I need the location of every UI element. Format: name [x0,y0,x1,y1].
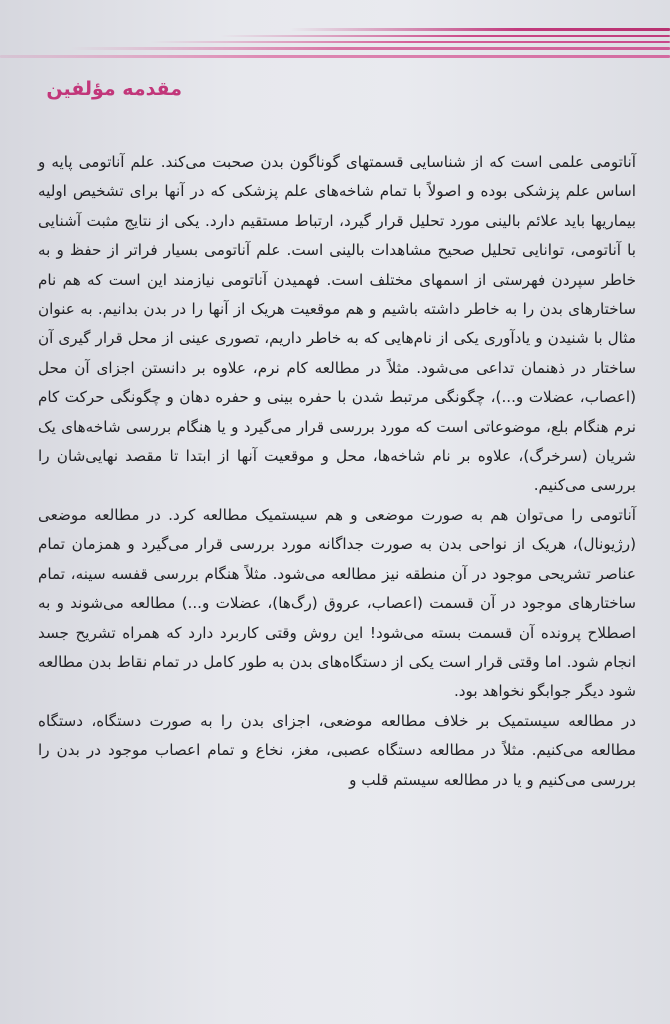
decorative-stripe [290,28,670,31]
paragraph-3: در مطالعه سیستمیک بر خلاف مطالعه موضعی، اجزای بدن را به صورت دستگاه، دستگاه مطالعه می‌کنیم. مثلاً در مطالعه دستگاه عصبی، مغز، نخاع و تمام اعصاب موجود در بدن را بررسی می‌کنیم و یا در مطالعه سیستم قلب و [38,711,636,789]
decorative-stripe [150,41,670,43]
paragraph-2: آناتومی را می‌توان هم به صورت موضعی و هم سیستمیک مطالعه کرد. در مطالعه موضعی (رژیونال)، هریک از نواحی بدن به صورت جداگانه مورد بررسی قرار می‌گیرد و همزمان تمام عناصر تشریحی موجود در آن منطقه نیز مطالعه می‌شود. مثلاً هنگام بررسی قفسه سینه، تمام ساختارهای موجود در آن قسمت (اعصاب، عروق (رگ‌ها)، عضلات و...) مطالعه می‌شوند و به اصطلاح پرونده آن قسمت بسته می‌شود! این روش وقتی کاربرد دارد که همراه تشریح جسد انجام شود. اما وقتی قرار است یکی از دستگاه‌های بدن به طور کامل در تمام نقاط بدن مطالعه شود دیگر جوابگو نخواهد بود. [38,505,636,701]
decorative-stripe [70,47,670,50]
paragraph-1: آناتومی علمی است که از شناسایی قسمتهای گوناگون بدن صحبت می‌کند. علم آناتومی پایه و اساس علم پزشکی بوده و اصولاً با تمام شاخه‌های علم پزشکی که در آنها برای تشخیص اولیه بیماریها باید علائم بالینی مورد تحلیل قرار گیرد، ارتباط مستقیم دارد. یکی از نتایج مثبت آشنایی با آناتومی، توانایی تحلیل صحیح مشاهدات بالینی است. علم آناتومی بسیار فراتر از حفظ و به خاطر سپردن فهرستی از اسمهای مختلف است. فهمیدن آناتومی نیازمند این است که هم نام ساختارهای بدن را به خاطر داشته باشیم و هم موقعیت هریک از آنها را در بدن بدانیم. به عنوان مثال با شنیدن و یادآوری یکی از نام‌هایی که به خاطر داریم، تصوری عینی از محل قرار گیری آن ساختار در ذهنمان تداعی می‌شود. مثلاً در مطالعه کام نرم، علاوه بر دانستن اجزای آن محل (اعصاب، عضلات و...)، چگونگی مرتبط شدن با حفره بینی و حفره دهان و چگونگی حرکت کام نرم هنگام بلع، موضوعاتی است که مورد بررسی قرار می‌گیرد و یا هنگام بررسی شاخه‌های یک شریان (سرخرگ)، علاوه بر نام شاخه‌ها، محل و موقعیت آنها از ابتدا تا مقصد نهایی‌شان را بررسی می‌کنیم. [38,153,636,495]
page-title: مقدمه مؤلفین [46,78,182,100]
body-text [38,148,636,795]
decorative-stripe [220,35,670,37]
decorative-stripe [0,55,670,58]
